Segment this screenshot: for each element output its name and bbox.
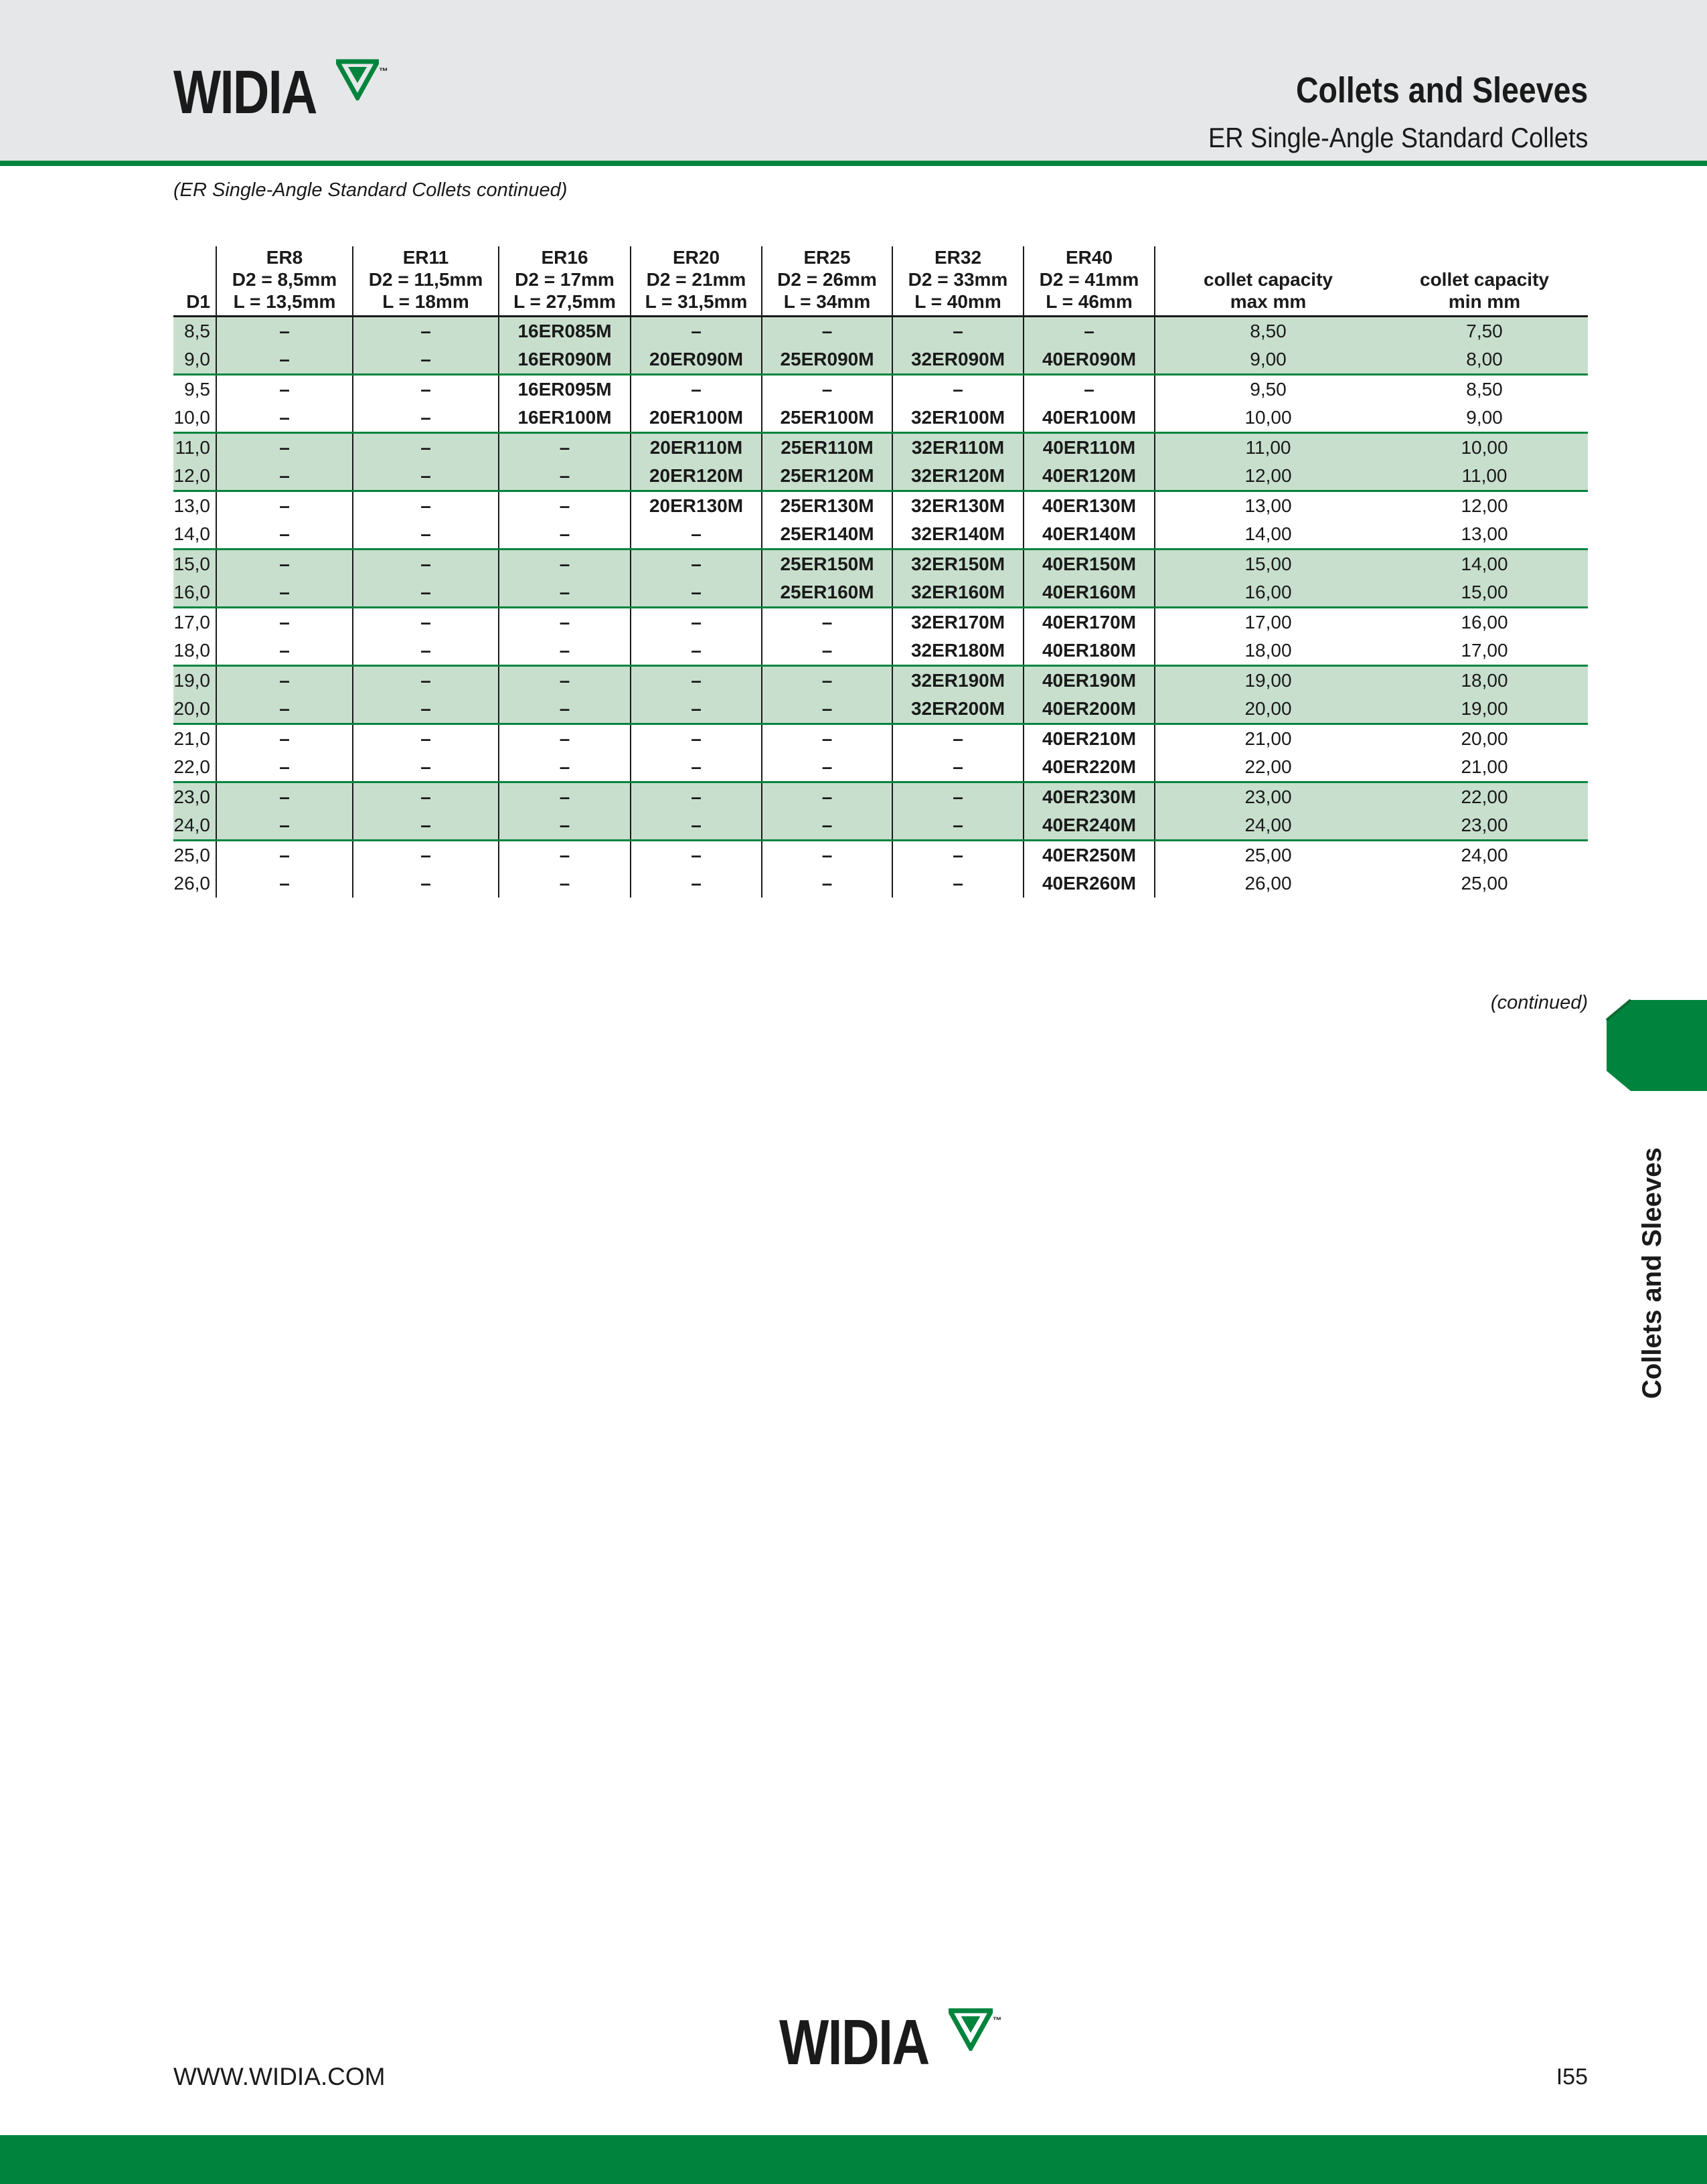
cell-collet-code: 32ER180M — [892, 637, 1024, 666]
footer-trademark-mark: ™ — [992, 2015, 1002, 2025]
cell-collet-code: – — [353, 317, 499, 346]
header-er-d2: D2 = 26mm — [777, 269, 877, 290]
cell-collet-code: – — [353, 841, 499, 870]
cell-collet-code: 40ER110M — [1024, 433, 1155, 463]
cell-collet-code: – — [353, 520, 499, 550]
cell-capacity-max: 17,00 — [1155, 608, 1381, 637]
cell-capacity-min: 8,50 — [1381, 375, 1588, 404]
cell-collet-code: – — [353, 375, 499, 404]
cell-collet-code: – — [499, 695, 631, 724]
cell-collet-code: – — [762, 782, 892, 812]
header-er-column — [499, 246, 631, 317]
cell-collet-code: 40ER230M — [1024, 782, 1155, 812]
cell-collet-code: – — [892, 841, 1024, 870]
cell-collet-code: – — [631, 317, 762, 346]
header-er-name: ER25 — [803, 247, 851, 268]
table-row — [173, 695, 1588, 724]
cell-collet-code: – — [762, 608, 892, 637]
cell-collet-code: – — [216, 404, 353, 433]
header-capacity-max — [1155, 246, 1381, 317]
header-capacity-min — [1381, 246, 1588, 317]
cell-collet-code: 40ER260M — [1024, 869, 1155, 898]
cell-collet-code: – — [216, 782, 353, 812]
cell-capacity-min: 12,00 — [1381, 491, 1588, 521]
header-er-column — [762, 246, 892, 317]
cell-collet-code: 40ER220M — [1024, 753, 1155, 782]
page-subtitle: ER Single-Angle Standard Collets — [1208, 122, 1588, 153]
cell-collet-code: 32ER120M — [892, 462, 1024, 491]
cell-d1: 19,0 — [173, 666, 216, 695]
cell-collet-code: – — [499, 433, 631, 463]
cell-collet-code: – — [631, 695, 762, 724]
cell-d1: 11,0 — [173, 433, 216, 463]
table-row — [173, 608, 1588, 637]
cell-collet-code: 32ER140M — [892, 520, 1024, 550]
header-capacity-min-line2: min mm — [1448, 291, 1521, 312]
cell-collet-code: 20ER130M — [631, 491, 762, 521]
header-er-l: L = 18mm — [382, 291, 469, 312]
cell-collet-code: – — [762, 841, 892, 870]
cell-collet-code: – — [499, 753, 631, 782]
header-er-name: ER16 — [541, 247, 588, 268]
cell-collet-code: – — [216, 753, 353, 782]
cell-collet-code: – — [762, 695, 892, 724]
footer-logo-wordmark: WIDIA — [779, 2007, 929, 2078]
trademark-mark: ™ — [378, 66, 388, 76]
table-row — [173, 375, 1588, 404]
table-row — [173, 578, 1588, 608]
cell-collet-code: – — [631, 811, 762, 841]
table-row — [173, 753, 1588, 782]
cell-collet-code: – — [499, 462, 631, 491]
header-capacity-min-line1: collet capacity — [1420, 269, 1549, 290]
cell-capacity-min: 7,50 — [1381, 317, 1588, 346]
header-er-l: L = 40mm — [914, 291, 1001, 312]
cell-collet-code: 20ER090M — [631, 345, 762, 375]
table-row — [173, 520, 1588, 550]
cell-capacity-min: 13,00 — [1461, 523, 1508, 544]
cell-collet-code: 25ER160M — [762, 578, 892, 608]
cell-collet-code: – — [892, 375, 1024, 404]
table-header-row — [173, 246, 1588, 317]
header-er-name: ER32 — [934, 247, 982, 268]
footer-bar — [0, 2135, 1707, 2184]
side-tab-label: Collets and Sleeves — [1637, 1147, 1667, 1399]
cell-capacity-max: 9,50 — [1155, 375, 1381, 404]
cell-d1: 25,0 — [173, 841, 216, 870]
cell-collet-code: 32ER160M — [892, 578, 1024, 608]
page-title: Collets and Sleeves — [1295, 70, 1588, 110]
table-row — [173, 811, 1588, 841]
cell-collet-code: 32ER090M — [892, 345, 1024, 375]
cell-collet-code: – — [499, 550, 631, 579]
cell-capacity-min: 15,00 — [1381, 578, 1588, 608]
cell-collet-code: – — [631, 782, 762, 812]
table-row — [173, 404, 1588, 433]
table-row — [173, 637, 1588, 666]
cell-collet-code: 40ER090M — [1024, 345, 1155, 375]
cell-collet-code: – — [631, 724, 762, 754]
cell-capacity-min: 17,00 — [1461, 640, 1508, 661]
cell-collet-code: – — [631, 869, 762, 898]
cell-capacity-max: 26,00 — [1155, 869, 1381, 898]
header-er-d2: D2 = 17mm — [515, 269, 615, 290]
cell-d1: 14,0 — [173, 523, 210, 544]
cell-collet-code: 32ER130M — [892, 491, 1024, 521]
header-er-l: L = 13,5mm — [233, 291, 336, 312]
cell-capacity-min: 8,00 — [1381, 345, 1588, 375]
cell-capacity-max: 13,00 — [1155, 491, 1381, 521]
cell-capacity-max: 23,00 — [1155, 782, 1381, 812]
cell-collet-code: 32ER170M — [892, 608, 1024, 637]
collet-table-body — [173, 317, 1588, 898]
table-caption: (ER Single-Angle Standard Collets continued) — [173, 179, 568, 201]
table-row — [173, 666, 1588, 695]
cell-collet-code: 40ER170M — [1024, 608, 1155, 637]
cell-collet-code: – — [353, 345, 499, 375]
page-number: I55 — [1556, 2064, 1588, 2090]
cell-collet-code: – — [631, 375, 762, 404]
cell-collet-code: 32ER100M — [892, 404, 1024, 433]
table-row — [173, 433, 1588, 463]
cell-collet-code: 16ER090M — [499, 345, 631, 375]
cell-collet-code: – — [216, 491, 353, 521]
cell-collet-code: 40ER160M — [1024, 578, 1155, 608]
cell-capacity-min: 16,00 — [1381, 608, 1588, 637]
cell-collet-code: – — [353, 724, 499, 754]
cell-collet-code: – — [762, 869, 892, 898]
cell-collet-code: – — [631, 550, 762, 579]
header-d1: D1 — [173, 246, 216, 317]
collet-table — [173, 246, 1588, 898]
cell-collet-code: 25ER150M — [762, 550, 892, 579]
cell-capacity-max: 16,00 — [1155, 578, 1381, 608]
header-er-d2: D2 = 41mm — [1039, 269, 1139, 290]
cell-collet-code: – — [892, 317, 1024, 346]
cell-d1: 22,0 — [173, 756, 210, 777]
cell-capacity-max: 20,00 — [1155, 695, 1381, 724]
cell-capacity-max: 24,00 — [1155, 811, 1381, 841]
cell-collet-code: – — [499, 666, 631, 695]
cell-collet-code: – — [499, 578, 631, 608]
cell-collet-code: – — [353, 462, 499, 491]
cell-collet-code: – — [631, 753, 762, 782]
table-row — [173, 869, 1588, 898]
cell-collet-code: – — [216, 666, 353, 695]
cell-capacity-min: 21,00 — [1461, 756, 1508, 777]
cell-collet-code: – — [1024, 375, 1155, 404]
widia-triangle-icon — [949, 2008, 993, 2051]
cell-capacity-min: 25,00 — [1461, 873, 1508, 894]
table-row — [173, 724, 1588, 754]
cell-collet-code: 25ER110M — [762, 433, 892, 463]
table-row — [173, 345, 1588, 375]
cell-collet-code: – — [631, 666, 762, 695]
cell-collet-code: – — [216, 841, 353, 870]
cell-d1: 15,0 — [173, 550, 216, 579]
cell-collet-code: 32ER150M — [892, 550, 1024, 579]
header-er-l: L = 34mm — [783, 291, 871, 312]
cell-capacity-min: 9,00 — [1466, 407, 1503, 428]
cell-collet-code: 40ER240M — [1024, 811, 1155, 841]
cell-capacity-max: 21,00 — [1155, 724, 1381, 754]
cell-collet-code: – — [353, 578, 499, 608]
table-row — [173, 491, 1588, 521]
cell-d1: 8,5 — [173, 317, 216, 346]
cell-collet-code: 32ER110M — [892, 433, 1024, 463]
cell-d1: 10,0 — [173, 407, 210, 428]
cell-collet-code: 16ER085M — [499, 317, 631, 346]
cell-collet-code: – — [353, 666, 499, 695]
cell-capacity-min: 10,00 — [1381, 433, 1588, 463]
cell-d1: 21,0 — [173, 724, 216, 754]
header-er-d2: D2 = 33mm — [908, 269, 1008, 290]
cell-capacity-min: 19,00 — [1381, 695, 1588, 724]
section-tab-shape — [1605, 999, 1707, 1092]
cell-d1: 13,0 — [173, 491, 216, 521]
cell-collet-code: 40ER250M — [1024, 841, 1155, 870]
cell-collet-code: – — [216, 375, 353, 404]
cell-collet-code: 25ER130M — [762, 491, 892, 521]
header-er-l: L = 27,5mm — [513, 291, 616, 312]
cell-d1: 23,0 — [173, 782, 216, 812]
cell-d1: 24,0 — [173, 811, 216, 841]
cell-capacity-max: 19,00 — [1155, 666, 1381, 695]
cell-collet-code: 40ER130M — [1024, 491, 1155, 521]
header-capacity-max-line2: max mm — [1230, 291, 1307, 312]
cell-collet-code: 32ER200M — [892, 695, 1024, 724]
table-row — [173, 462, 1588, 491]
header-er-name: ER20 — [672, 247, 720, 268]
cell-collet-code: 20ER100M — [631, 404, 762, 433]
cell-collet-code: 25ER140M — [762, 520, 892, 550]
cell-d1: 9,5 — [173, 375, 216, 404]
cell-collet-code: 20ER110M — [631, 433, 762, 463]
cell-collet-code: – — [499, 811, 631, 841]
cell-collet-code: 40ER100M — [1024, 404, 1155, 433]
collet-table-container — [173, 246, 1588, 898]
cell-collet-code: – — [216, 345, 353, 375]
cell-collet-code: 40ER140M — [1024, 520, 1155, 550]
cell-collet-code: – — [631, 637, 762, 666]
cell-capacity-max: 9,00 — [1155, 345, 1381, 375]
cell-collet-code: – — [216, 578, 353, 608]
cell-collet-code: – — [892, 869, 1024, 898]
cell-d1: 17,0 — [173, 608, 216, 637]
cell-collet-code: – — [499, 869, 631, 898]
cell-collet-code: 40ER150M — [1024, 550, 1155, 579]
header-er-l: L = 31,5mm — [645, 291, 748, 312]
cell-collet-code: – — [216, 869, 353, 898]
cell-collet-code: – — [762, 375, 892, 404]
cell-collet-code: – — [353, 782, 499, 812]
cell-collet-code: – — [216, 462, 353, 491]
cell-collet-code: 16ER100M — [499, 404, 631, 433]
cell-collet-code: – — [762, 637, 892, 666]
cell-collet-code: 40ER120M — [1024, 462, 1155, 491]
cell-collet-code: – — [892, 753, 1024, 782]
footer-website-link[interactable]: WWW.WIDIA.COM — [173, 2063, 386, 2090]
header-er-column — [216, 246, 353, 317]
cell-capacity-max: 12,00 — [1155, 462, 1381, 491]
header-er-name: ER40 — [1065, 247, 1113, 268]
cell-collet-code: – — [631, 578, 762, 608]
cell-capacity-min: 20,00 — [1381, 724, 1588, 754]
cell-collet-code: 25ER100M — [762, 404, 892, 433]
continued-note: (continued) — [1490, 992, 1588, 1013]
cell-capacity-max: 25,00 — [1155, 841, 1381, 870]
cell-capacity-max: 8,50 — [1155, 317, 1381, 346]
cell-collet-code: – — [216, 811, 353, 841]
cell-collet-code: 40ER190M — [1024, 666, 1155, 695]
cell-capacity-min: 24,00 — [1381, 841, 1588, 870]
cell-collet-code: – — [216, 317, 353, 346]
logo-wordmark: WIDIA — [173, 58, 317, 127]
cell-collet-code: – — [216, 433, 353, 463]
cell-capacity-max: 22,00 — [1155, 753, 1381, 782]
cell-collet-code: – — [353, 404, 499, 433]
cell-d1: 18,0 — [173, 640, 210, 661]
cell-collet-code: – — [499, 608, 631, 637]
cell-collet-code: – — [499, 724, 631, 754]
header-divider — [0, 161, 1707, 166]
cell-collet-code: – — [353, 869, 499, 898]
table-row — [173, 317, 1588, 346]
cell-collet-code: 32ER190M — [892, 666, 1024, 695]
cell-collet-code: – — [216, 608, 353, 637]
cell-collet-code: 20ER120M — [631, 462, 762, 491]
header-capacity-max-line1: collet capacity — [1204, 269, 1333, 290]
cell-collet-code: – — [631, 841, 762, 870]
header-er-d2: D2 = 21mm — [646, 269, 746, 290]
cell-collet-code: – — [499, 841, 631, 870]
cell-collet-code: – — [216, 637, 353, 666]
cell-collet-code: – — [353, 433, 499, 463]
header-er-name: ER11 — [402, 247, 449, 268]
header-er-column — [892, 246, 1024, 317]
cell-collet-code: – — [353, 695, 499, 724]
cell-collet-code: – — [353, 811, 499, 841]
widia-triangle-icon — [336, 59, 379, 100]
cell-d1: 26,0 — [173, 873, 210, 894]
cell-collet-code: – — [353, 550, 499, 579]
cell-collet-code: 40ER180M — [1024, 637, 1155, 666]
cell-d1: 12,0 — [173, 462, 216, 491]
cell-collet-code: – — [353, 608, 499, 637]
cell-capacity-max: 11,00 — [1155, 433, 1381, 463]
cell-d1: 9,0 — [173, 345, 216, 375]
cell-collet-code: – — [216, 695, 353, 724]
header-er-d2: D2 = 8,5mm — [232, 269, 337, 290]
cell-collet-code: – — [892, 782, 1024, 812]
table-row — [173, 782, 1588, 812]
cell-collet-code: – — [353, 491, 499, 521]
cell-collet-code: – — [631, 608, 762, 637]
header-er-name: ER8 — [266, 247, 303, 268]
cell-collet-code: – — [1024, 317, 1155, 346]
widia-logo-footer — [779, 2007, 1002, 2078]
header-er-d2: D2 = 11,5mm — [368, 269, 483, 290]
cell-collet-code: – — [499, 520, 631, 550]
widia-logo-header — [173, 58, 388, 127]
header-er-l: L = 46mm — [1046, 291, 1133, 312]
header-er-column — [1024, 246, 1155, 317]
cell-collet-code: – — [216, 724, 353, 754]
cell-collet-code: – — [892, 724, 1024, 754]
cell-collet-code: – — [216, 520, 353, 550]
cell-collet-code: – — [216, 550, 353, 579]
cell-collet-code: – — [892, 811, 1024, 841]
cell-collet-code: – — [762, 317, 892, 346]
cell-collet-code: 40ER210M — [1024, 724, 1155, 754]
cell-collet-code: – — [762, 811, 892, 841]
cell-collet-code: – — [353, 637, 499, 666]
cell-capacity-min: 18,00 — [1381, 666, 1588, 695]
cell-d1: 16,0 — [173, 578, 216, 608]
cell-capacity-max: 14,00 — [1155, 520, 1381, 550]
cell-collet-code: – — [631, 520, 762, 550]
cell-capacity-min: 23,00 — [1381, 811, 1588, 841]
cell-collet-code: 16ER095M — [499, 375, 631, 404]
cell-collet-code: – — [762, 724, 892, 754]
cell-d1: 20,0 — [173, 695, 216, 724]
cell-capacity-max: 10,00 — [1155, 404, 1381, 433]
cell-collet-code: – — [499, 637, 631, 666]
table-row — [173, 841, 1588, 870]
table-row — [173, 550, 1588, 579]
cell-collet-code: 25ER120M — [762, 462, 892, 491]
header-er-column — [631, 246, 762, 317]
cell-collet-code: – — [499, 782, 631, 812]
cell-collet-code: – — [762, 753, 892, 782]
cell-collet-code: – — [499, 491, 631, 521]
cell-capacity-min: 14,00 — [1381, 550, 1588, 579]
cell-capacity-min: 22,00 — [1381, 782, 1588, 812]
cell-collet-code: 25ER090M — [762, 345, 892, 375]
cell-capacity-min: 11,00 — [1381, 462, 1588, 491]
header-er-column — [353, 246, 499, 317]
cell-collet-code: – — [762, 666, 892, 695]
cell-capacity-max: 15,00 — [1155, 550, 1381, 579]
cell-collet-code: – — [353, 753, 499, 782]
cell-capacity-max: 18,00 — [1155, 637, 1381, 666]
cell-collet-code: 40ER200M — [1024, 695, 1155, 724]
